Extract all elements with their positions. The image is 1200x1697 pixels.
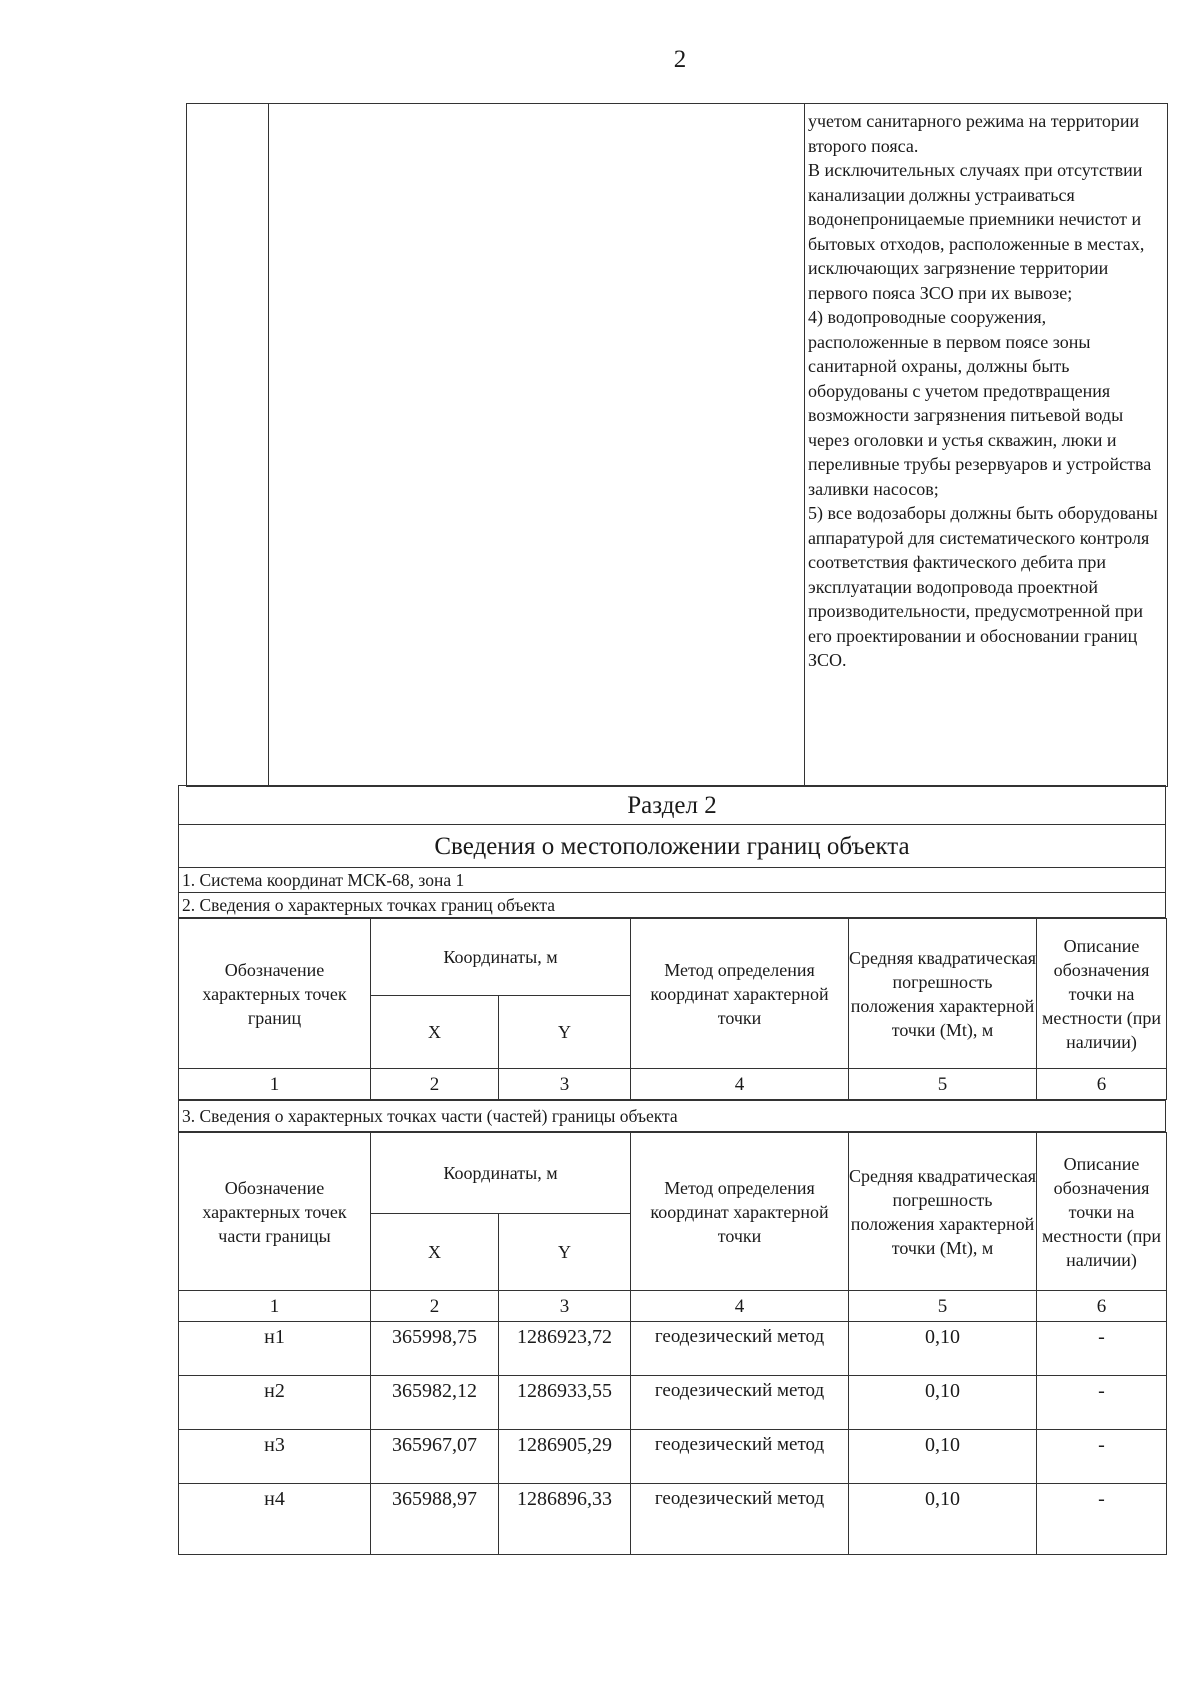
header-error: Средняя квадратическая погрешность положения характерной точки (Mt), м	[849, 1133, 1037, 1291]
continued-table-block	[178, 103, 1166, 785]
table-row	[179, 1484, 1167, 1555]
page-number: 2	[673, 46, 687, 73]
point-id: н2	[179, 1376, 371, 1430]
point-y: 1286896,33	[499, 1484, 631, 1555]
point-y: 1286905,29	[499, 1430, 631, 1484]
point-desc: -	[1037, 1430, 1167, 1484]
table-row	[179, 1322, 1167, 1376]
continued-paragraph: учетом санитарного режима на территории второго пояса.	[808, 111, 1140, 156]
point-desc: -	[1037, 1322, 1167, 1376]
column-number: 4	[631, 1291, 849, 1322]
point-method: геодезический метод	[631, 1484, 849, 1555]
table-row	[179, 1376, 1167, 1430]
header-error: Средняя квадратическая погрешность положения характерной точки (Mt), м	[849, 919, 1037, 1069]
point-desc: -	[1037, 1484, 1167, 1555]
point-id: н3	[179, 1430, 371, 1484]
point-mt: 0,10	[849, 1430, 1037, 1484]
point-x: 365967,07	[371, 1430, 499, 1484]
continued-paragraph: 5) все водозаборы должны быть оборудованы аппаратурой для систематического контроля соответствия фактического дебита при эксплуатации водопровода проектной производительности, предусмотренной при его проектировании и обосновании границ ЗСО.	[808, 503, 1158, 670]
header-method: Метод определения координат характерной точки	[631, 919, 849, 1069]
point-method: геодезический метод	[631, 1430, 849, 1484]
document-sheet	[178, 103, 1166, 1555]
points-title-line: 2. Сведения о характерных точках границ объекта	[179, 893, 1166, 918]
header-x: X	[371, 996, 499, 1069]
point-mt: 0,10	[849, 1484, 1037, 1555]
header-point-designation: Обозначение характерных точек границ	[179, 919, 371, 1069]
point-y: 1286933,55	[499, 1376, 631, 1430]
section-title: Раздел 2	[179, 786, 1166, 825]
header-y: Y	[499, 996, 631, 1069]
point-desc: -	[1037, 1376, 1167, 1430]
section-header-table	[178, 785, 1166, 918]
point-id: н1	[179, 1322, 371, 1376]
column-number: 1	[179, 1291, 371, 1322]
continued-col-2	[268, 103, 805, 787]
boundary-points-table	[178, 918, 1167, 1100]
column-number: 5	[849, 1069, 1037, 1100]
header-coordinates: Координаты, м	[371, 1133, 631, 1214]
coord-system-line: 1. Система координат МСК-68, зона 1	[179, 868, 1166, 893]
header-x: X	[371, 1214, 499, 1291]
column-number: 1	[179, 1069, 371, 1100]
point-method: геодезический метод	[631, 1376, 849, 1430]
continued-col-1	[186, 103, 269, 787]
continued-paragraph: 4) водопроводные сооружения, расположенные в первом поясе зоны санитарной охраны, должны быть оборудованы с учетом предотвращения возможности загрязнения питьевой воды через оголовки и устья скважин, люки и переливные трубы резервуаров и устройства заливки насосов;	[808, 307, 1152, 499]
part-boundary-points-table	[178, 1132, 1167, 1555]
header-description: Описание обозначения точки на местности (при наличии)	[1037, 919, 1167, 1069]
header-part-point-designation: Обозначение характерных точек части границы	[179, 1133, 371, 1291]
point-x: 365998,75	[371, 1322, 499, 1376]
column-number: 2	[371, 1291, 499, 1322]
header-y: Y	[499, 1214, 631, 1291]
column-number: 6	[1037, 1069, 1167, 1100]
continued-paragraph: В исключительных случаях при отсутствии канализации должны устраиваться водонепроницаемые приемники нечистот и бытовых отходов, расположенные в местах, исключающих загрязнение территории первого пояса ЗСО при их вывозе;	[808, 160, 1145, 303]
column-number: 3	[499, 1069, 631, 1100]
parts-title-line: 3. Сведения о характерных точках части (частей) границы объекта	[179, 1101, 1166, 1132]
table-row	[179, 1430, 1167, 1484]
point-mt: 0,10	[849, 1376, 1037, 1430]
parts-title-table	[178, 1100, 1166, 1132]
column-number: 5	[849, 1291, 1037, 1322]
header-description: Описание обозначения точки на местности (при наличии)	[1037, 1133, 1167, 1291]
point-x: 365988,97	[371, 1484, 499, 1555]
header-coordinates: Координаты, м	[371, 919, 631, 996]
section-subtitle: Сведения о местоположении границ объекта	[179, 825, 1166, 868]
column-number: 3	[499, 1291, 631, 1322]
point-x: 365982,12	[371, 1376, 499, 1430]
column-number: 4	[631, 1069, 849, 1100]
point-mt: 0,10	[849, 1322, 1037, 1376]
column-number: 6	[1037, 1291, 1167, 1322]
header-method: Метод определения координат характерной точки	[631, 1133, 849, 1291]
point-method: геодезический метод	[631, 1322, 849, 1376]
column-number: 2	[371, 1069, 499, 1100]
point-y: 1286923,72	[499, 1322, 631, 1376]
continued-text	[808, 109, 1164, 673]
point-id: н4	[179, 1484, 371, 1555]
